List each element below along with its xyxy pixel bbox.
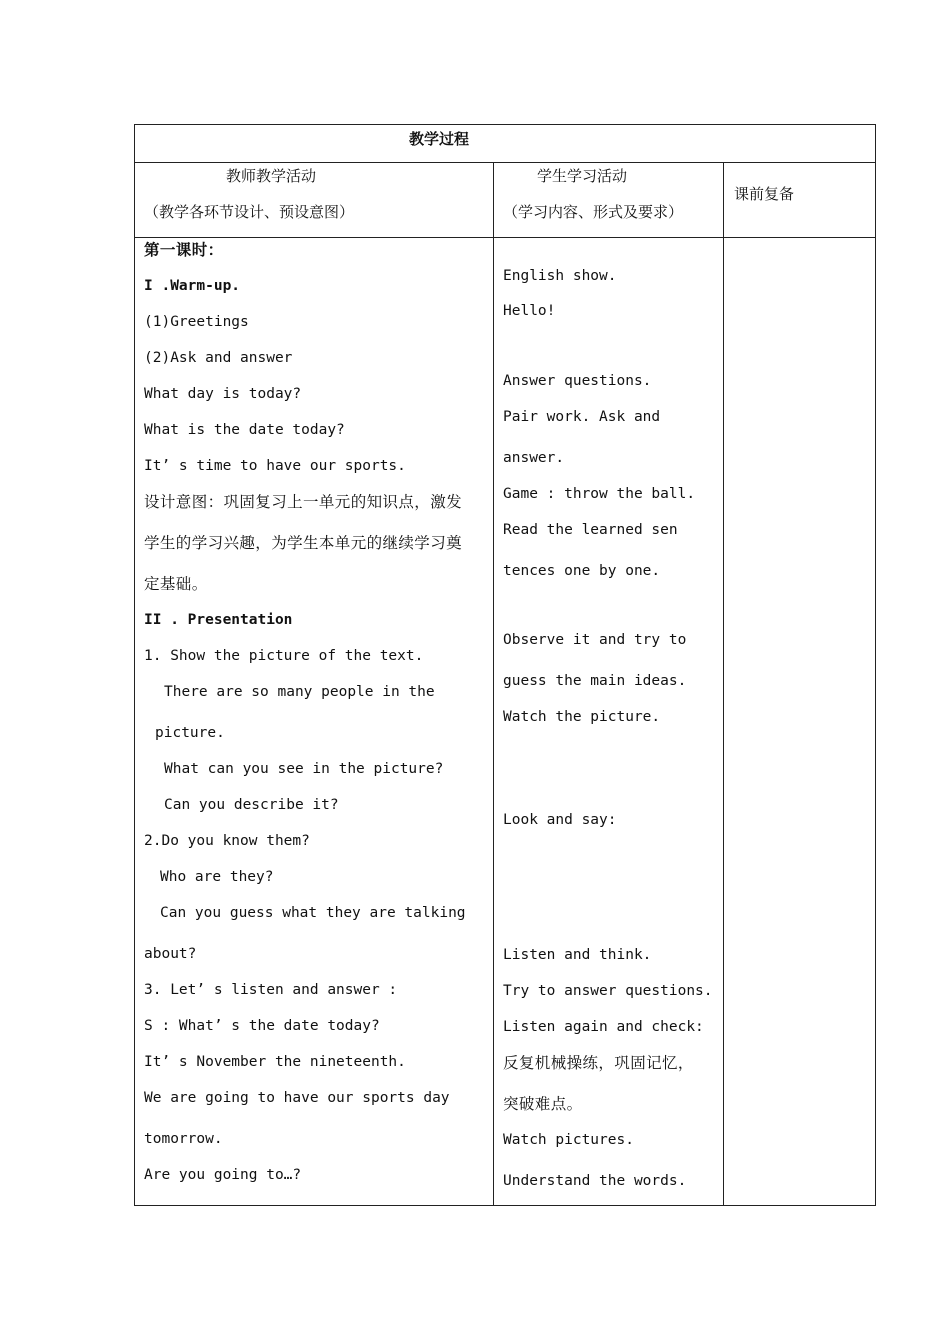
teacher-line: What day is today?	[144, 386, 302, 402]
prep-column-header: 课前复备	[734, 185, 795, 203]
student-line: 反复机械操练，巩固记忆，	[503, 1054, 694, 1072]
teacher-line: (1)Greetings	[144, 314, 249, 330]
teacher-line: What is the date today?	[144, 422, 345, 438]
teacher-line: 2.Do you know them?	[144, 833, 310, 849]
teacher-line: picture.	[155, 725, 225, 741]
table-title: 教学过程	[408, 130, 469, 148]
teacher-line: Who are they?	[160, 869, 274, 885]
teacher-line: II . Presentation	[144, 612, 293, 628]
student-line: Try to answer questions.	[503, 983, 713, 999]
student-line: Watch pictures.	[503, 1132, 634, 1148]
student-line: Listen again and check:	[503, 1019, 704, 1035]
teacher-line: S : What’ s the date today?	[144, 1018, 380, 1034]
teacher-line: Can you guess what they are talking	[160, 905, 466, 921]
student-line: English show.	[503, 268, 617, 284]
table-rule	[134, 237, 876, 238]
teacher-line: 3. Let’ s listen and answer :	[144, 982, 398, 998]
student-line: guess the main ideas.	[503, 673, 687, 689]
teacher-line: Are you going to…?	[144, 1167, 302, 1183]
student-line: Observe it and try to	[503, 632, 687, 648]
student-line: Listen and think.	[503, 947, 652, 963]
teacher-line: 学生的学习兴趣，为学生本单元的继续学习奠	[144, 534, 463, 552]
teacher-line: tomorrow.	[144, 1131, 223, 1147]
teacher-line: Can you describe it?	[164, 797, 339, 813]
teacher-line: 1. Show the picture of the text.	[144, 648, 424, 664]
student-line: Read the learned sen	[503, 522, 678, 538]
student-line: Hello!	[503, 303, 556, 319]
student-line: Answer questions.	[503, 373, 652, 389]
student-line: Pair work. Ask and	[503, 409, 661, 425]
teacher-line: 第一课时：	[144, 241, 224, 259]
teacher-line: It’ s November the nineteenth.	[144, 1054, 406, 1070]
teacher-column-subheader: （教学各环节设计、预设意图）	[144, 203, 355, 221]
student-line: Look and say:	[503, 812, 617, 828]
teacher-line: What can you see in the picture?	[164, 761, 444, 777]
teacher-column-header: 教师教学活动	[226, 167, 317, 185]
student-line: Game : throw the ball.	[503, 486, 696, 502]
student-line: Watch the picture.	[503, 709, 661, 725]
student-column-header: 学生学习活动	[537, 167, 628, 185]
teacher-line: We are going to have our sports day	[144, 1090, 450, 1106]
table-column-divider	[493, 162, 494, 1206]
student-line: Understand the words.	[503, 1173, 687, 1189]
teacher-line: 设计意图：巩固复习上一单元的知识点，激发	[144, 493, 463, 511]
teacher-line: (2)Ask and answer	[144, 350, 293, 366]
student-line: answer.	[503, 450, 565, 466]
teacher-line: 定基础。	[144, 575, 208, 593]
student-column-subheader: （学习内容、形式及要求）	[503, 203, 684, 221]
teacher-line: I .Warm-up.	[144, 278, 241, 294]
student-line: 突破难点。	[503, 1095, 583, 1113]
student-line: tences one by one.	[503, 563, 661, 579]
table-column-divider	[723, 162, 724, 1206]
table-rule	[134, 162, 876, 163]
teacher-line: It’ s time to have our sports.	[144, 458, 406, 474]
teacher-line: about?	[144, 946, 197, 962]
teacher-line: There are so many people in the	[164, 684, 435, 700]
